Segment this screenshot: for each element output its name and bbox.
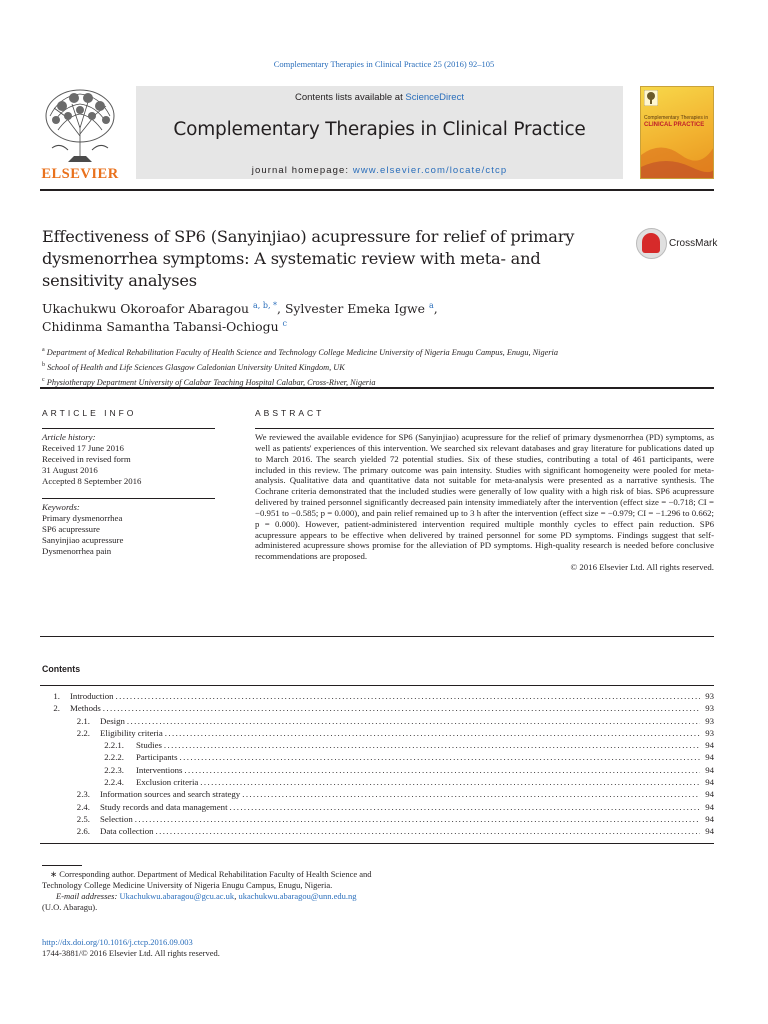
toc-row[interactable] xyxy=(40,814,714,826)
homepage-link[interactable]: www.elsevier.com/locate/ctcp xyxy=(352,165,508,176)
affiliations xyxy=(42,344,682,388)
toc-leader-dots xyxy=(162,740,700,750)
toc-number: 2.2.2. xyxy=(104,752,124,763)
history-line: Received in revised form xyxy=(42,454,131,464)
affiliation-sup: c xyxy=(42,376,45,383)
toc-number: 2. xyxy=(53,703,60,714)
toc-row[interactable] xyxy=(40,765,714,777)
abstract-copyright: © 2016 Elsevier Ltd. All rights reserved. xyxy=(570,562,714,573)
email-line xyxy=(42,891,372,913)
cover-title-line1: Complementary Therapies in xyxy=(644,115,709,121)
abstract-body xyxy=(255,432,714,573)
cover-tree-icon xyxy=(644,90,658,106)
toc-label[interactable]: Exclusion criteria xyxy=(136,777,199,788)
toc-number: 2.3. xyxy=(76,789,90,800)
toc-label[interactable]: Introduction xyxy=(70,691,114,701)
toc-row[interactable] xyxy=(40,728,714,740)
affiliation-sup: a xyxy=(42,347,45,353)
article-info-rule xyxy=(42,428,215,429)
toc-page-number: 93 xyxy=(705,727,714,738)
toc-page-number: 94 xyxy=(705,740,714,751)
toc-leader-dots xyxy=(198,777,700,787)
abstract-text: We reviewed the available evidence for SP6 (Sanyinjiao) acupressure for the relief of primary dysmenorrhea (PD) symptoms, as well as patients' experiences of this intervention. We searched six relevant databases and gray literature for publications dated up to March 2016. The search yielded 72 potential studies. Six of these studies, contributing a total of 461 participants, were included in this review. The primary outcome was pain intensity. Studies with significant homogeneity were pooled for meta-analysis. Qualitative data and quantitative data not suitable for meta-analysis were presented as a narrative synthesis. The Cochrane criteria demonstrated that the included studies were generally of low quality with a high risk of bias. SP6 acupressure delivered by trained personnel significantly decreased pain intensity immediately after the intervention (effect size = −0.718; CI = −0.951 to −0.585; p = 0.000), and pain relief remained up to 3 h after the intervention (effect size = −0.979; CI = −1.296 to 0.662; p = 0.000). However, patient-administered intervention required multiple monthly cycles to effect pain reduction. SP6 acupressure appears to be effective when delivered by trained personnel for some PD symptoms. Findings suggest that self-administered acupressure shows promise for the alleviation of PD symptoms. High-quality research is needed before conclusive recommendations are proposed. xyxy=(255,432,714,562)
email-separator: , xyxy=(234,891,239,901)
section-rule xyxy=(40,387,714,389)
crossmark-bookmark-icon xyxy=(642,233,660,253)
toc-number: 2.1. xyxy=(76,715,90,726)
contents-rule-bottom xyxy=(40,843,714,844)
toc-label[interactable]: Selection xyxy=(100,813,133,824)
keyword-item: Dysmenorrhea pain xyxy=(42,546,112,556)
toc-number: 2.6. xyxy=(76,826,90,837)
journal-homepage-line xyxy=(136,165,623,176)
affiliation-sup: b xyxy=(42,361,45,368)
history-line: 31 August 2016 xyxy=(42,465,98,475)
article-info-heading: ARTICLE INFO xyxy=(42,408,137,418)
toc-number: 1. xyxy=(53,691,60,701)
article-history xyxy=(42,432,215,487)
crossmark-label: CrossMark xyxy=(669,238,718,249)
author-separator: , xyxy=(433,301,438,316)
toc-number: 2.2.3. xyxy=(104,764,124,775)
toc-leader-dots xyxy=(125,716,700,726)
article-title: Effectiveness of SP6 (Sanyinjiao) acupressure for relief of primary dysmenorrhea symptoms: A systematic review with meta- and sensitivity analyses xyxy=(42,227,575,290)
history-line: Accepted 8 September 2016 xyxy=(42,476,142,486)
toc-row[interactable] xyxy=(40,691,714,703)
keywords-rule xyxy=(42,498,215,499)
crossmark-badge[interactable] xyxy=(636,228,716,260)
keyword-item: SP6 acupressure xyxy=(42,524,100,534)
toc-label[interactable]: Study records and data management xyxy=(100,801,228,812)
history-label: Article history: xyxy=(42,432,96,442)
toc-page-number: 93 xyxy=(705,715,714,726)
affiliation-text: Physiotherapy Department University of Calabar Teaching Hospital Calabar, Cross-River, Nigeria xyxy=(46,377,376,387)
toc-row[interactable] xyxy=(40,740,714,752)
toc-leader-dots xyxy=(182,765,700,775)
abstract-heading: ABSTRACT xyxy=(255,408,325,418)
toc-row[interactable] xyxy=(40,716,714,728)
toc-label[interactable]: Information sources and search strategy xyxy=(100,789,241,800)
contents-available-line xyxy=(136,92,623,103)
author-name: Chidinma Samantha Tabansi-Ochiogu xyxy=(42,319,279,334)
toc-number: 2.2.1. xyxy=(104,740,124,751)
journal-title: Complementary Therapies in Clinical Practice xyxy=(173,119,586,140)
toc-page-number: 94 xyxy=(705,777,714,788)
author-name: Ukachukwu Okoroafor Abaragou xyxy=(42,301,250,316)
toc-page-number: 94 xyxy=(705,789,714,800)
keyword-item: Primary dysmenorrhea xyxy=(42,513,123,523)
email-label: E-mail addresses: xyxy=(56,891,118,901)
toc-leader-dots xyxy=(178,752,700,762)
toc-label[interactable]: Data collection xyxy=(100,826,154,837)
toc-leader-dots xyxy=(154,826,701,836)
toc-label[interactable]: Eligibility criteria xyxy=(100,727,163,738)
sciencedirect-link[interactable]: ScienceDirect xyxy=(405,92,464,103)
toc-leader-dots xyxy=(114,691,701,701)
toc-number: 2.2. xyxy=(76,727,90,738)
toc-row[interactable] xyxy=(40,703,714,715)
running-head[interactable]: Complementary Therapies in Clinical Practice 25 (2016) 92–105 xyxy=(273,59,495,69)
author-affil-sup[interactable]: c xyxy=(282,318,287,328)
publisher-wordmark[interactable]: ELSEVIER xyxy=(41,166,119,182)
affiliation-item xyxy=(42,359,682,374)
toc-row[interactable] xyxy=(40,752,714,764)
keywords-label: Keywords: xyxy=(42,502,80,512)
toc-label[interactable]: Participants xyxy=(136,752,178,763)
author-affil-sup[interactable]: a xyxy=(428,300,434,310)
toc-row[interactable] xyxy=(40,777,714,789)
keywords xyxy=(42,502,215,557)
email-link[interactable]: Ukachukwu.abaragou@gcu.ac.uk xyxy=(119,891,235,901)
toc-label[interactable]: Design xyxy=(100,715,125,726)
issn-line: 1744-3881/© 2016 Elsevier Ltd. All rights reserved. xyxy=(42,948,220,958)
toc-label[interactable]: Studies xyxy=(136,740,162,751)
toc-leader-dots xyxy=(163,728,700,738)
affiliation-text: School of Health and Life Sciences Glasgow Caledonian University United Kingdom, UK xyxy=(47,362,345,372)
toc-row[interactable] xyxy=(40,826,714,838)
doi-block xyxy=(42,937,220,959)
toc-row[interactable] xyxy=(40,789,714,801)
toc-page-number: 94 xyxy=(705,764,714,775)
author-separator: , xyxy=(277,301,285,316)
keyword-item: Sanyinjiao acupressure xyxy=(42,535,124,545)
corresponding-author-note: ∗ Corresponding author. Department of Medical Rehabilitation Faculty of Health Science and Technology College Medicine University of Nigeria Enugu Campus, Enugu, Nigeria. xyxy=(42,869,372,890)
toc-page-number: 93 xyxy=(705,691,714,701)
abstract-rule xyxy=(255,428,714,429)
toc-page-number: 94 xyxy=(705,826,714,837)
contents-rule-top xyxy=(40,685,714,686)
toc-label[interactable]: Methods xyxy=(70,703,101,714)
toc-page-number: 94 xyxy=(705,752,714,763)
history-line: Received 17 June 2016 xyxy=(42,443,124,453)
doi-link[interactable]: http://dx.doi.org/10.1016/j.ctcp.2016.09.003 xyxy=(42,937,193,947)
toc-leader-dots xyxy=(133,814,700,824)
author-affil-sup[interactable]: a, b, * xyxy=(252,300,278,310)
toc-label[interactable]: Interventions xyxy=(136,764,183,775)
journal-cover-thumbnail[interactable] xyxy=(640,86,714,179)
affiliation-text: Department of Medical Rehabilitation Faculty of Health Science and Technology College Medicine University of Nigeria Enugu Campus, Enugu, Nigeria xyxy=(46,347,558,357)
toc-page-number: 93 xyxy=(705,703,714,714)
header-rule xyxy=(40,189,714,191)
toc-number: 2.5. xyxy=(76,813,90,824)
author-name: Sylvester Emeka Igwe xyxy=(284,301,425,316)
footnote-rule xyxy=(42,865,82,866)
corresponding-footnote xyxy=(42,869,372,913)
homepage-prefix: journal homepage: xyxy=(251,165,353,176)
toc-leader-dots xyxy=(228,802,700,812)
tree-icon xyxy=(40,86,130,166)
cover-art-icon xyxy=(641,135,714,179)
email-suffix: (U.O. Abaragu). xyxy=(42,902,98,912)
toc-number: 2.4. xyxy=(76,801,90,812)
contents-prefix: Contents lists available at xyxy=(295,92,406,103)
toc-page-number: 94 xyxy=(705,801,714,812)
table-of-contents xyxy=(40,691,714,839)
toc-number: 2.2.4. xyxy=(104,777,124,788)
toc-leader-dots xyxy=(240,789,700,799)
cover-title-line2: CLINICAL PRACTICE xyxy=(644,122,705,128)
toc-row[interactable] xyxy=(40,802,714,814)
affiliation-item xyxy=(42,344,682,359)
contents-title: Contents xyxy=(42,664,81,674)
toc-leader-dots xyxy=(101,703,700,713)
toc-page-number: 94 xyxy=(705,813,714,824)
abstract-end-rule xyxy=(40,636,714,637)
email-link[interactable]: ukachukwu.abaragou@unn.edu.ng xyxy=(238,891,357,901)
author-list xyxy=(42,300,642,336)
